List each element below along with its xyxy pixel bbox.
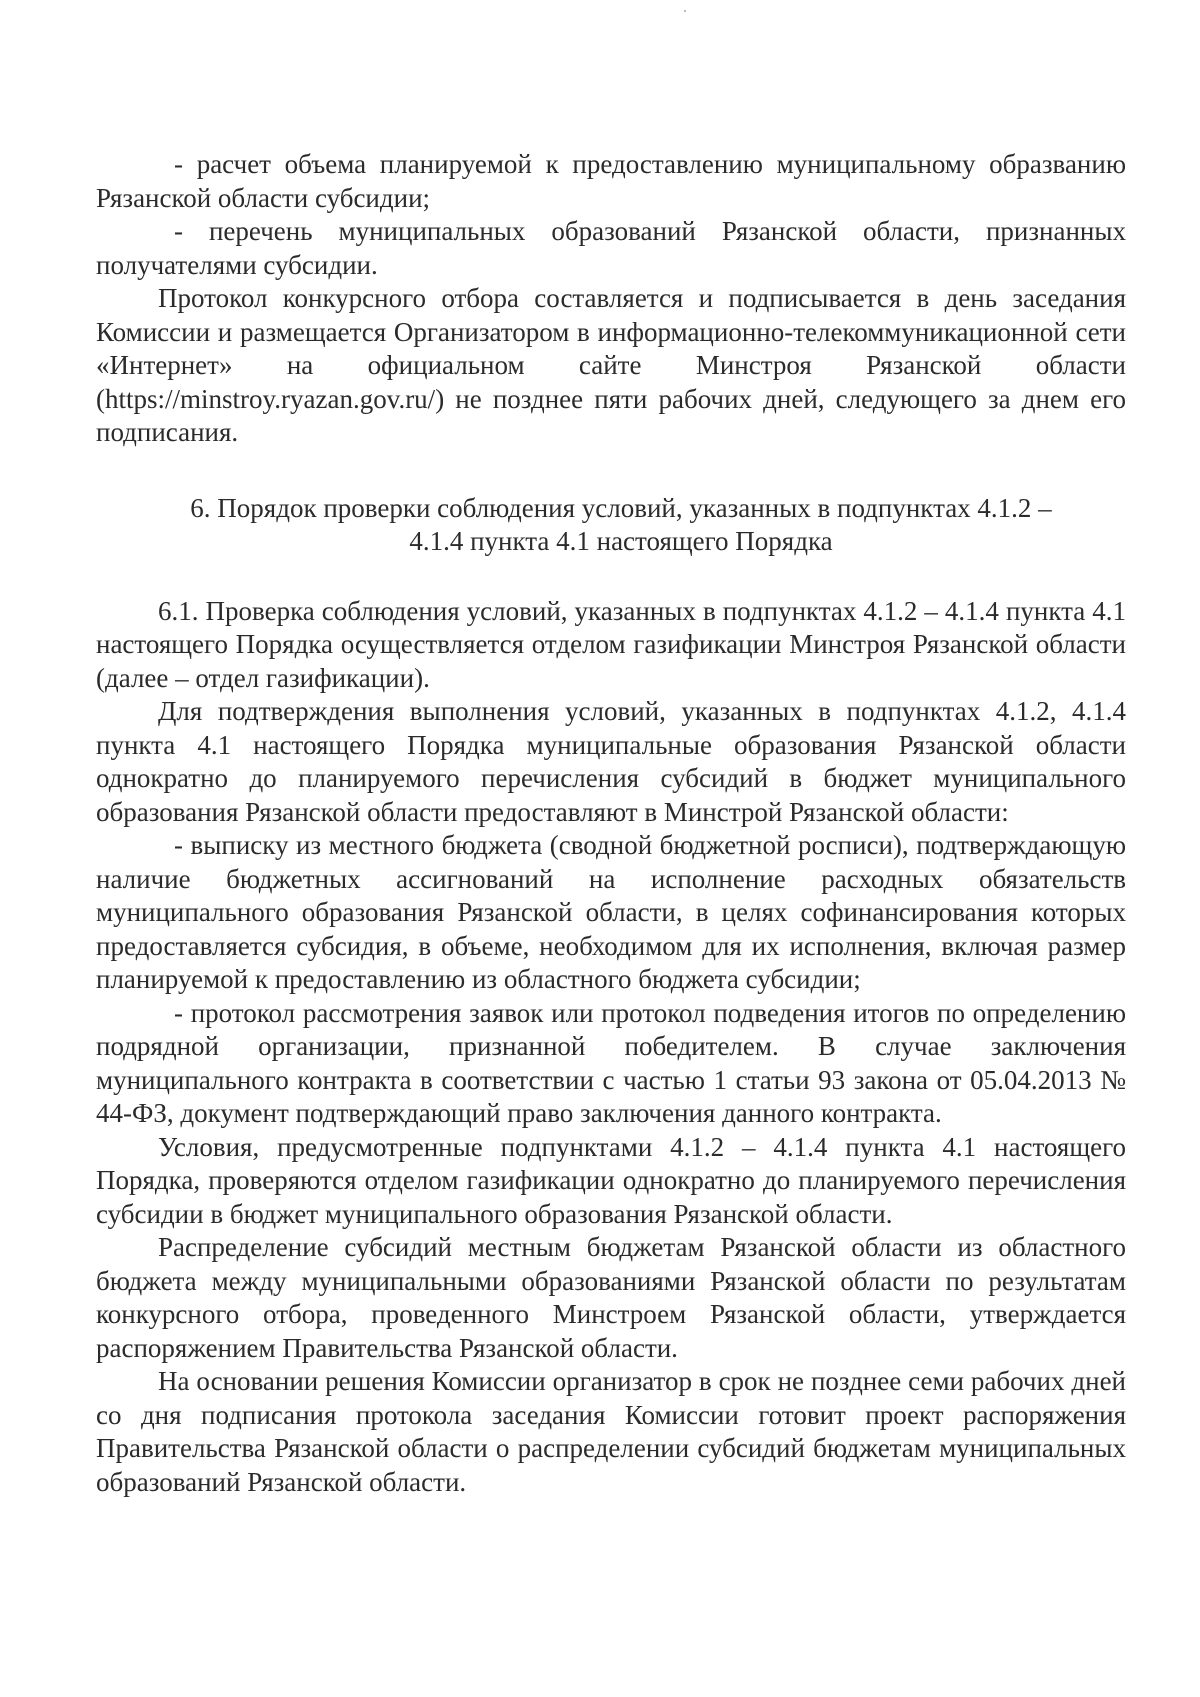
paragraph-6-1: 6.1. Проверка соблюдения условий, указанных в подпунктах 4.1.2 – 4.1.4 пункта 4.1 настоящего Порядка осуществляется отделом газификации Минстроя Рязанской области (далее – отдел газификации). xyxy=(96,595,1126,693)
paragraph-protocol: Протокол конкурсного отбора составляется и подписывается в день заседания Комиссии и размещается Организатором в информационно-телекоммуникационной сети «Интернет» на официальном сайте Минстроя Рязанской области (https://minstroy.ryazan.gov.ru/) не позднее пяти рабочих дней, следующего за днем его подписания. xyxy=(96,283,1126,447)
paragraph-confirmation: Для подтверждения выполнения условий, указанных в подпунктах 4.1.2, 4.1.4 пункта 4.1 настоящего Порядка муниципальные образования Рязанской области однократно до планируемого перечисления субсидий в бюджет муниципального образования Рязанской области предоставляют в Минстрой Рязанской области: xyxy=(96,696,1126,827)
section-heading-line-1: 6. Порядок проверки соблюдения условий, указанных в подпунктах 4.1.2 – xyxy=(190,492,1052,523)
paragraph-recipients-list-item: - перечень муниципальных образований Рязанской области, признанных получателями субсидии. xyxy=(96,216,1126,280)
document-body xyxy=(96,148,1126,1499)
section-heading xyxy=(96,492,1126,559)
paragraph-calculation-item: - расчет объема планируемой к предоставлению муниципальному образванию Рязанской области субсидии; xyxy=(96,149,1126,213)
paragraph-budget-extract-item: - выписку из местного бюджета (сводной бюджетной росписи), подтверждающую наличие бюджетных ассигнований на исполнение расходных обязательств муниципального образования Рязанской области, в целях софинансирования которых предоставляется субсидия, в объеме, необходимом для их исполнения, включая размер планируемой к предоставлению из областного бюджета субсидии; xyxy=(96,830,1126,994)
scan-speck xyxy=(684,10,686,12)
section-heading-line-2: 4.1.4 пункта 4.1 настоящего Порядка xyxy=(409,526,833,556)
paragraph-commission-decision: На основании решения Комиссии организатор в срок не позднее семи рабочих дней со дня подписания протокола заседания Комиссии готовит проект распоряжения Правительства Рязанской области о распределении субсидий бюджетам муниципальных образований Рязанской области. xyxy=(96,1366,1126,1497)
paragraph-distribution: Распределение субсидий местным бюджетам Рязанской области из областного бюджета между муниципальными образованиями Рязанской области по результатам конкурсного отбора, проведенного Минстроем Рязанской области, утверждается распоряжением Правительства Рязанской области. xyxy=(96,1232,1126,1363)
paragraph-protocol-item: - протокол рассмотрения заявок или протокол подведения итогов по определению подрядной организации, признанной победителем. В случае заключения муниципального контракта в соответствии с частью 1 статьи 93 закона от 05.04.2013 № 44-ФЗ, документ подтверждающий право заключения данного контракта. xyxy=(96,997,1126,1128)
paragraph-conditions-check: Условия, предусмотренные подпунктами 4.1.2 – 4.1.4 пункта 4.1 настоящего Порядка, проверяются отделом газификации однократно до планируемого перечисления субсидии в бюджет муниципального образования Рязанской области. xyxy=(96,1131,1126,1229)
